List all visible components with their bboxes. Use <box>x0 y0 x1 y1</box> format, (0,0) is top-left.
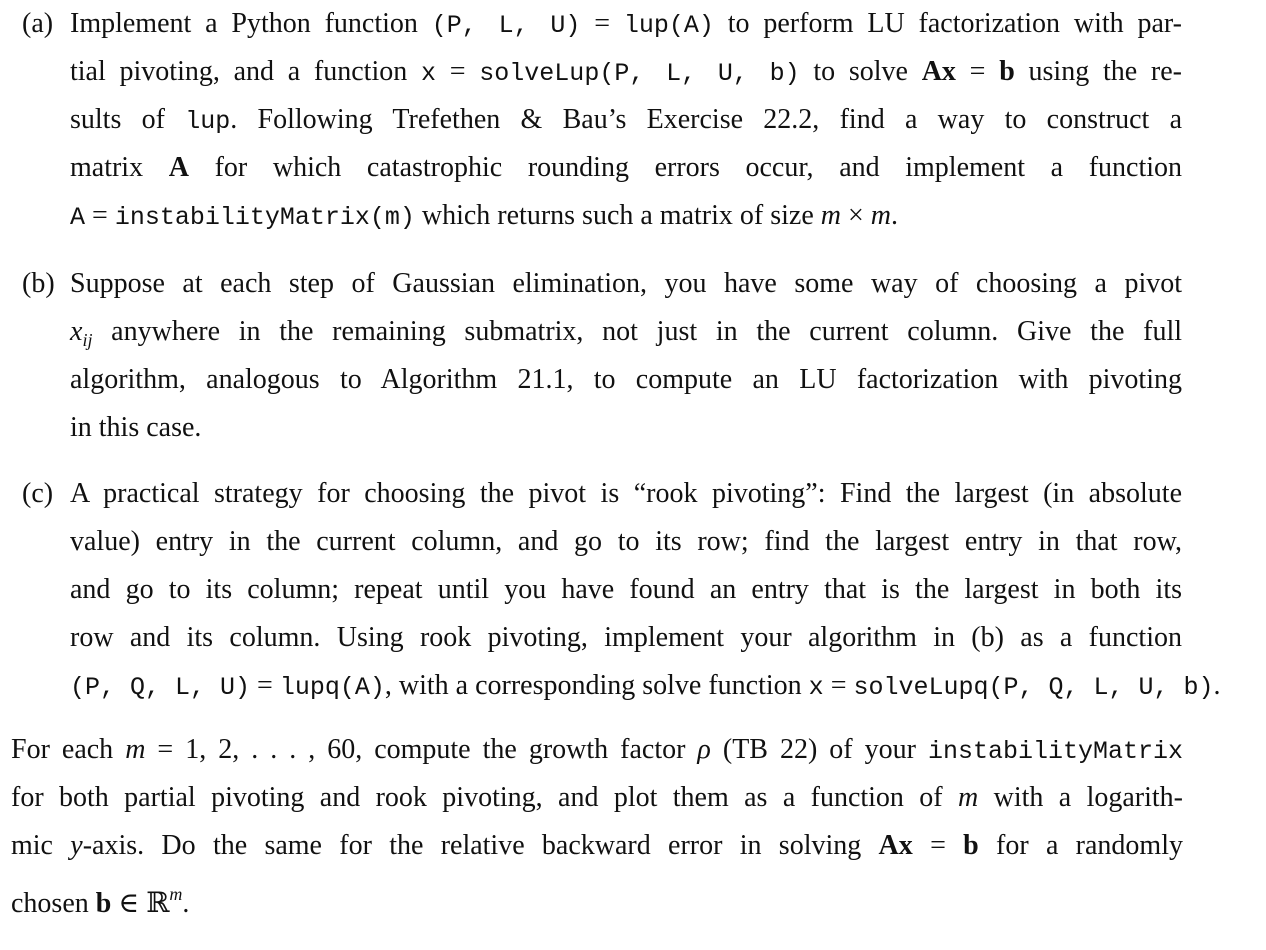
math-variable: m <box>125 734 146 765</box>
paragraph-line: For each m = 1, 2, . . . , 60, compute the growth factor ρ (TB 22) of your instabilityMatrix <box>11 734 1183 766</box>
code-text: x <box>421 59 437 88</box>
item-b-line: in this case. <box>70 412 202 443</box>
item-a-line: A = instabilityMatrix(m) which returns such a matrix of size m × m. <box>70 200 899 232</box>
item-a-body <box>70 0 1182 240</box>
item-c-line: row and its column. Using rook pivoting, implement your algorithm in (b) as a function <box>70 622 1182 653</box>
bold-symbol: A <box>168 152 189 183</box>
item-a-line: matrix A for which catastrophic rounding errors occur, and implement a function <box>70 152 1182 183</box>
code-text: A <box>70 203 86 232</box>
item-b-line: Suppose at each step of Gaussian elimination, you have some way of choosing a pivot <box>70 268 1182 299</box>
item-b-line: algorithm, analogous to Algorithm 21.1, to compute an LU factorization with pivoting <box>70 364 1182 395</box>
code-text: x <box>808 673 824 702</box>
code-text: lupq(A) <box>279 673 385 702</box>
bold-symbol: b <box>999 56 1015 87</box>
paragraph-line: for both partial pivoting and rook pivoting, and plot them as a function of m with a logarith- <box>11 782 1184 813</box>
item-c-line: and go to its column; repeat until you have found an entry that is the largest in both its <box>70 574 1182 605</box>
code-text: solveLupq(P, Q, L, U, b) <box>853 673 1214 702</box>
math-variable: x <box>70 316 83 347</box>
bold-symbol: b <box>95 888 112 919</box>
code-text: lup <box>185 107 231 136</box>
item-a-label: (a) <box>22 8 54 39</box>
item-c-line: (P, Q, L, U) = lupq(A), with a corresponding solve function x = solveLupq(P, Q, L, U, b). <box>70 670 1221 702</box>
paragraph-line: mic y-axis. Do the same for the relative backward error in solving Ax = b for a randomly <box>11 830 1183 861</box>
math-variable: m <box>870 200 892 231</box>
closing-paragraph <box>11 726 1183 918</box>
code-text: (P, Q, L, U) <box>70 673 251 702</box>
code-text: instabilityMatrix <box>927 737 1183 766</box>
bold-symbol: Ax <box>921 56 956 87</box>
code-text: (P, L, U) <box>431 11 581 40</box>
item-b-line: $x_{ij}$ anywhere in the remaining submatrix, not just in the current column. Give the full <box>70 316 1182 350</box>
item-c-line: value) entry in the current column, and go to its row; find the largest entry in that row, <box>70 526 1182 557</box>
item-c-line: A practical strategy for choosing the pivot is “rook pivoting”: Find the largest (in absolute <box>70 478 1182 509</box>
item-a-line: tial pivoting, and a function x = solveLup(P, L, U, b) to solve Ax = b using the re- <box>70 56 1182 88</box>
math-variable: ρ <box>697 734 711 765</box>
code-text: instabilityMatrix(m) <box>114 203 415 232</box>
subscript: ij <box>82 330 93 350</box>
bold-symbol: b <box>963 830 979 861</box>
paragraph-line: chosen b ∈ ℝ$^m$. <box>11 884 190 919</box>
item-b-label: (b) <box>22 268 55 299</box>
bold-symbol: Ax <box>878 830 913 861</box>
math-variable: m <box>820 200 841 231</box>
item-c-label: (c) <box>22 478 54 509</box>
math-variable: m <box>958 782 979 813</box>
item-a-line: sults of lup. Following Trefethen & Bau’s Exercise 22.2, find a way to construct a <box>70 104 1182 136</box>
item-a-line: Implement a Python function (P, L, U) = lup(A) to perform LU factorization with par- <box>70 8 1182 40</box>
code-text: lup(A) <box>623 11 714 40</box>
code-text: solveLup(P, L, U, b) <box>479 59 800 88</box>
item-c-body <box>70 470 1221 710</box>
superscript: m <box>169 884 183 904</box>
item-b-body <box>70 260 1182 452</box>
math-variable: y <box>70 830 83 861</box>
